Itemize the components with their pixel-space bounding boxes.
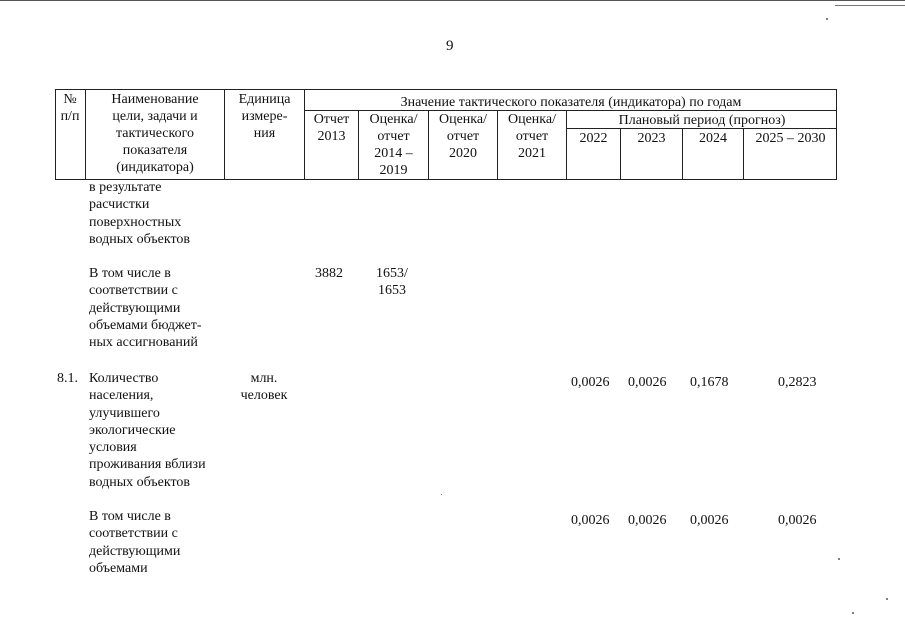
cell-2023: 0,0026 [628,513,667,528]
col-header-2022: 2022 [579,131,608,146]
cell-2013: 3882 [315,266,343,281]
col-header-2023: 2023 [637,131,666,146]
cell-2024: 0,0026 [690,513,729,528]
row-name: В том числе в соответствии с действующими объемами бюджет- ных ассигнований [89,266,202,351]
scan-speck [838,558,840,560]
col-header-name: Наименование цели, задачи и тактического показателя (индикатора) [111,92,199,175]
page-top-edge-fragment [835,5,905,6]
page-number: 9 [446,38,454,54]
row-name: В том числе в соответствии с действующими объемами [89,509,181,576]
col-header-2021: Оценка/ отчет 2021 [507,112,556,161]
col-header-unit: Единица измере- ния [238,92,291,141]
cell-2022: 0,0026 [571,375,610,390]
cell-2025-2030: 0,0026 [778,513,817,528]
scan-speck [886,598,888,600]
col-header-plan-period: Плановый период (прогноз) [618,113,786,128]
scan-speck [852,612,854,614]
cell-2023: 0,0026 [628,375,667,390]
page-top-edge [0,0,905,1]
row-name: Количество населения, улучившего экологические условия проживания вблизи водных объектов [89,371,206,490]
cell-2024: 0,1678 [690,375,729,390]
col-header-2024: 2024 [699,131,727,146]
row-number: 8.1. [57,371,78,386]
col-header-values-title: Значение тактического показателя (индикатора) по годам [400,95,742,110]
cell-2022: 0,0026 [571,513,610,528]
cell-2025-2030: 0,2823 [778,375,817,390]
scan-speck [826,18,828,20]
col-header-2020: Оценка/ отчет 2020 [438,112,487,161]
col-header-num: № п/п [60,92,80,124]
row-unit: млн. человек [240,371,288,404]
col-header-2013: Отчет 2013 [313,112,350,144]
scan-speck [441,494,442,495]
col-header-2014-2019: Оценка/ отчет 2014 – 2019 [369,112,418,178]
cell-2014-2019: 1653/ 1653 [376,266,408,299]
row-name: в результате расчистки поверхностных водных объектов [89,180,191,247]
col-header-2025-2030: 2025 – 2030 [755,131,826,146]
